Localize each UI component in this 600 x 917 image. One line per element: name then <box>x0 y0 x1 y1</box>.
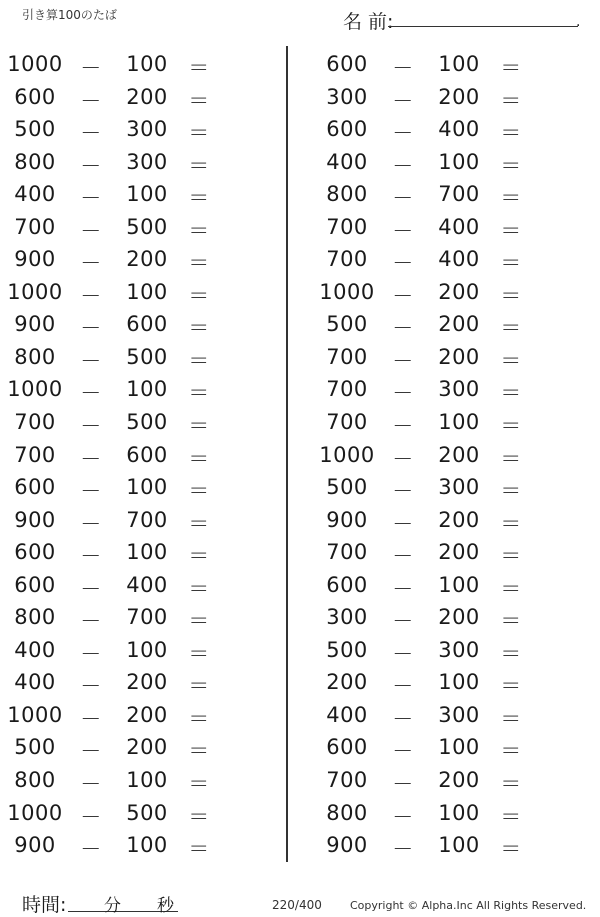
subtrahend: 100 <box>126 377 168 402</box>
subtrahend: 100 <box>126 182 168 207</box>
minus-sign: － <box>392 56 414 80</box>
subtrahend: 400 <box>438 214 480 239</box>
subtrahend: 300 <box>438 475 480 500</box>
equals-sign: ＝ <box>188 576 210 601</box>
minuend: 500 <box>326 312 368 337</box>
minuend: 700 <box>326 247 368 272</box>
equals-sign: ＝ <box>188 283 210 308</box>
minuend: 900 <box>14 833 56 858</box>
minuend: 1000 <box>7 800 63 825</box>
equals-sign: ＝ <box>500 381 522 406</box>
minuend: 200 <box>326 670 368 695</box>
equals-sign: ＝ <box>500 511 522 536</box>
minus-sign: － <box>80 283 102 308</box>
seconds-label: 秒 <box>157 896 174 916</box>
minuend: 600 <box>14 572 56 597</box>
minus-sign: － <box>80 186 102 211</box>
minus-sign: － <box>80 609 102 634</box>
subtrahend: 500 <box>126 344 168 369</box>
minus-sign: － <box>80 739 102 764</box>
minuend: 1000 <box>7 377 63 402</box>
minuend: 600 <box>14 540 56 565</box>
minuend: 300 <box>326 84 368 109</box>
equals-sign: ＝ <box>500 153 522 178</box>
subtrahend: 400 <box>126 572 168 597</box>
minuend: 400 <box>326 702 368 727</box>
minus-sign: － <box>80 348 102 373</box>
minus-sign: － <box>80 641 102 666</box>
minuend: 800 <box>326 182 368 207</box>
minuend: 700 <box>14 442 56 467</box>
equals-sign: ＝ <box>188 446 210 471</box>
equals-sign: ＝ <box>500 88 522 113</box>
equals-sign: ＝ <box>188 544 210 569</box>
equals-sign: ＝ <box>188 348 210 373</box>
minuend: 900 <box>326 833 368 858</box>
subtrahend: 500 <box>126 214 168 239</box>
minuend: 700 <box>326 377 368 402</box>
equals-sign: ＝ <box>500 414 522 439</box>
subtrahend: 200 <box>438 507 480 532</box>
subtrahend: 300 <box>438 637 480 662</box>
minuend: 400 <box>14 637 56 662</box>
subtrahend: 100 <box>438 670 480 695</box>
equals-sign: ＝ <box>188 772 210 797</box>
minuend: 600 <box>14 84 56 109</box>
minuend: 800 <box>14 344 56 369</box>
subtrahend: 200 <box>438 344 480 369</box>
subtrahend: 100 <box>438 572 480 597</box>
minuend: 400 <box>14 670 56 695</box>
equals-sign: ＝ <box>188 837 210 862</box>
minuend: 1000 <box>319 442 375 467</box>
subtrahend: 100 <box>126 540 168 565</box>
minutes-label: 分 <box>104 896 121 916</box>
minus-sign: － <box>80 251 102 276</box>
subtrahend: 700 <box>126 605 168 630</box>
minuend: 900 <box>14 507 56 532</box>
minus-sign: － <box>392 544 414 569</box>
minuend: 700 <box>326 540 368 565</box>
minuend: 300 <box>326 605 368 630</box>
subtrahend: 100 <box>438 800 480 825</box>
subtrahend: 600 <box>126 442 168 467</box>
minus-sign: － <box>392 283 414 308</box>
equals-sign: ＝ <box>188 641 210 666</box>
subtrahend: 200 <box>126 735 168 760</box>
equals-sign: ＝ <box>188 121 210 146</box>
minus-sign: － <box>392 348 414 373</box>
equals-sign: ＝ <box>500 446 522 471</box>
subtrahend: 100 <box>438 833 480 858</box>
subtrahend: 100 <box>438 735 480 760</box>
minuend: 500 <box>326 475 368 500</box>
subtrahend: 100 <box>126 637 168 662</box>
subtrahend: 500 <box>126 800 168 825</box>
equals-sign: ＝ <box>188 88 210 113</box>
equals-sign: ＝ <box>500 316 522 341</box>
minuend: 800 <box>14 149 56 174</box>
minus-sign: － <box>392 609 414 634</box>
minus-sign: － <box>392 153 414 178</box>
name-end-mark: . <box>576 14 581 30</box>
minus-sign: － <box>80 153 102 178</box>
minuend: 900 <box>14 312 56 337</box>
subtrahend: 100 <box>126 475 168 500</box>
subtrahend: 200 <box>438 605 480 630</box>
subtrahend: 200 <box>438 540 480 565</box>
subtrahend: 200 <box>438 312 480 337</box>
subtrahend: 200 <box>126 84 168 109</box>
minuend: 1000 <box>319 279 375 304</box>
subtrahend: 200 <box>438 84 480 109</box>
minuend: 700 <box>326 768 368 793</box>
subtrahend: 200 <box>438 768 480 793</box>
equals-sign: ＝ <box>188 316 210 341</box>
subtrahend: 300 <box>438 377 480 402</box>
minuend: 800 <box>14 605 56 630</box>
minus-sign: － <box>80 121 102 146</box>
minus-sign: － <box>392 316 414 341</box>
minuend: 800 <box>14 768 56 793</box>
minus-sign: － <box>80 479 102 504</box>
name-label: 名 前: <box>343 11 394 33</box>
equals-sign: ＝ <box>500 576 522 601</box>
equals-sign: ＝ <box>188 56 210 80</box>
subtrahend: 700 <box>438 182 480 207</box>
minuend: 500 <box>326 637 368 662</box>
minus-sign: － <box>80 837 102 862</box>
minuend: 400 <box>326 149 368 174</box>
minus-sign: － <box>80 772 102 797</box>
minuend: 600 <box>326 572 368 597</box>
equals-sign: ＝ <box>500 251 522 276</box>
equals-sign: ＝ <box>188 186 210 211</box>
equals-sign: ＝ <box>500 674 522 699</box>
equals-sign: ＝ <box>500 218 522 243</box>
equals-sign: ＝ <box>500 186 522 211</box>
equals-sign: ＝ <box>500 641 522 666</box>
subtrahend: 200 <box>438 442 480 467</box>
equals-sign: ＝ <box>500 706 522 731</box>
minus-sign: － <box>80 218 102 243</box>
subtrahend: 300 <box>438 702 480 727</box>
subtrahend: 200 <box>126 247 168 272</box>
equals-sign: ＝ <box>188 479 210 504</box>
minuend: 1000 <box>7 52 63 76</box>
minus-sign: － <box>392 837 414 862</box>
minus-sign: － <box>80 88 102 113</box>
subtrahend: 300 <box>126 149 168 174</box>
minus-sign: － <box>80 576 102 601</box>
subtrahend: 200 <box>438 279 480 304</box>
equals-sign: ＝ <box>188 706 210 731</box>
minus-sign: － <box>392 88 414 113</box>
subtrahend: 700 <box>126 507 168 532</box>
equals-sign: ＝ <box>500 479 522 504</box>
minus-sign: － <box>80 511 102 536</box>
minus-sign: － <box>392 739 414 764</box>
equals-sign: ＝ <box>500 804 522 829</box>
name-field[interactable] <box>388 26 578 27</box>
minuend: 1000 <box>7 702 63 727</box>
equals-sign: ＝ <box>500 739 522 764</box>
column-divider <box>286 46 288 862</box>
equals-sign: ＝ <box>500 772 522 797</box>
minuend: 900 <box>14 247 56 272</box>
minus-sign: － <box>80 706 102 731</box>
equals-sign: ＝ <box>500 121 522 146</box>
subtrahend: 500 <box>126 410 168 435</box>
minuend: 500 <box>14 117 56 142</box>
minus-sign: － <box>392 414 414 439</box>
copyright-notice: Copyright © Alpha.Inc All Rights Reserved. <box>350 899 587 912</box>
minus-sign: － <box>392 674 414 699</box>
equals-sign: ＝ <box>500 56 522 80</box>
minuend: 700 <box>14 410 56 435</box>
minus-sign: － <box>392 641 414 666</box>
minus-sign: － <box>80 316 102 341</box>
minuend: 1000 <box>7 279 63 304</box>
subtrahend: 100 <box>438 52 480 76</box>
minuend: 600 <box>326 52 368 76</box>
minus-sign: － <box>80 446 102 471</box>
minuend: 800 <box>326 800 368 825</box>
equals-sign: ＝ <box>188 674 210 699</box>
subtrahend: 600 <box>126 312 168 337</box>
subtrahend: 100 <box>438 410 480 435</box>
minus-sign: － <box>80 544 102 569</box>
minus-sign: － <box>80 804 102 829</box>
equals-sign: ＝ <box>188 153 210 178</box>
minus-sign: － <box>392 251 414 276</box>
minuend: 700 <box>14 214 56 239</box>
minus-sign: － <box>392 186 414 211</box>
equals-sign: ＝ <box>500 544 522 569</box>
equals-sign: ＝ <box>500 837 522 862</box>
minuend: 900 <box>326 507 368 532</box>
subtrahend: 100 <box>126 279 168 304</box>
subtrahend: 100 <box>126 768 168 793</box>
equals-sign: ＝ <box>500 348 522 373</box>
subtrahend: 400 <box>438 117 480 142</box>
equals-sign: ＝ <box>188 804 210 829</box>
minuend: 700 <box>326 214 368 239</box>
subtrahend: 100 <box>126 52 168 76</box>
minus-sign: － <box>392 121 414 146</box>
minus-sign: － <box>392 511 414 536</box>
time-label: 時間: <box>22 894 67 916</box>
subtrahend: 300 <box>126 117 168 142</box>
minus-sign: － <box>80 414 102 439</box>
equals-sign: ＝ <box>188 511 210 536</box>
minus-sign: － <box>392 381 414 406</box>
minus-sign: － <box>80 381 102 406</box>
subtrahend: 200 <box>126 702 168 727</box>
equals-sign: ＝ <box>188 381 210 406</box>
minus-sign: － <box>392 479 414 504</box>
minus-sign: － <box>392 804 414 829</box>
equals-sign: ＝ <box>188 414 210 439</box>
minuend: 700 <box>326 410 368 435</box>
minus-sign: － <box>80 674 102 699</box>
minus-sign: － <box>80 56 102 80</box>
minus-sign: － <box>392 446 414 471</box>
page-count: 220/400 <box>272 898 322 912</box>
minus-sign: － <box>392 706 414 731</box>
minuend: 600 <box>326 735 368 760</box>
worksheet-title: 引き算100のたば <box>22 8 117 22</box>
minuend: 500 <box>14 735 56 760</box>
minus-sign: － <box>392 576 414 601</box>
subtrahend: 200 <box>126 670 168 695</box>
minus-sign: － <box>392 772 414 797</box>
minus-sign: － <box>392 218 414 243</box>
equals-sign: ＝ <box>188 218 210 243</box>
subtrahend: 100 <box>126 833 168 858</box>
minuend: 700 <box>326 344 368 369</box>
equals-sign: ＝ <box>500 609 522 634</box>
equals-sign: ＝ <box>188 609 210 634</box>
subtrahend: 400 <box>438 247 480 272</box>
subtrahend: 100 <box>438 149 480 174</box>
minuend: 600 <box>14 475 56 500</box>
equals-sign: ＝ <box>188 739 210 764</box>
minuend: 400 <box>14 182 56 207</box>
equals-sign: ＝ <box>500 283 522 308</box>
minuend: 600 <box>326 117 368 142</box>
equals-sign: ＝ <box>188 251 210 276</box>
